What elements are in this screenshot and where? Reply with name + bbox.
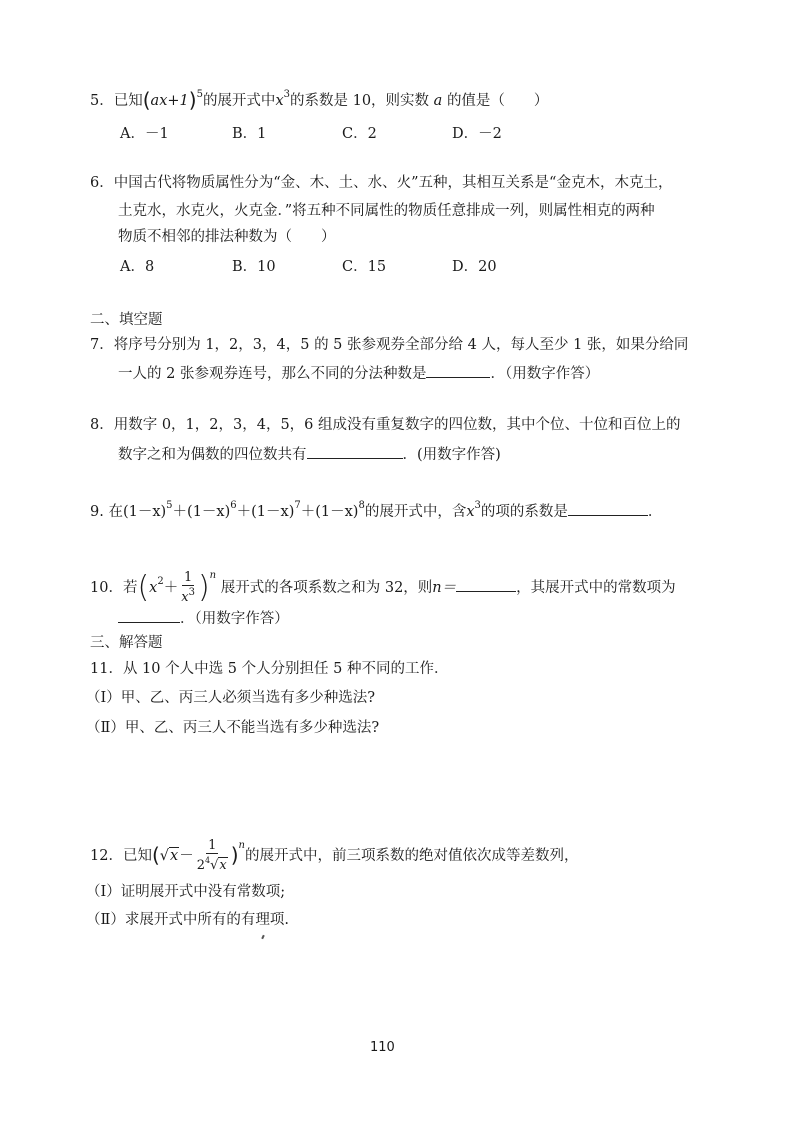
q7-line-1: 7．将序号分别为 1，2，3，4，5 的 5 张参观券全部分给 4 人，每人至少 1 张，如果分给同 xyxy=(90,337,689,353)
q9-text-2: 的项的系数是 xyxy=(480,504,568,520)
q5-number: 5．已知 xyxy=(90,93,143,109)
q8-text: 数字之和为偶数的四位数共有 xyxy=(118,447,307,463)
q10-frac-num: 1 xyxy=(183,570,193,585)
q11-sub-1: （Ⅰ）甲、乙、丙三人必须当选有多少种选法? xyxy=(86,690,375,706)
q10-prefix: 10．若 xyxy=(90,580,138,596)
q5-pow3: 3 xyxy=(283,89,290,100)
q5-option-a: A．－1 xyxy=(120,126,169,142)
q9-pow-4: 8 xyxy=(358,500,365,511)
q9-text-1: 的展开式中，含 xyxy=(364,504,467,520)
q9-pow-2: 6 xyxy=(230,500,237,511)
q6-option-c: C．15 xyxy=(342,259,387,275)
q10-pow2: 2 xyxy=(157,576,164,587)
question-10: 10．若($x^2+$ $\frac{1}{x^3}$ )$^n$ 展开式的各项系数之和为 32，则n＝ ，其展开式中的常数项为 xyxy=(90,570,676,605)
q6-line-2: 土克水，水克火，火克金．”将五种不同属性的物质任意排成一列，则属性相克的两种 xyxy=(118,203,655,219)
q10-frac-den-pow: 3 xyxy=(188,587,195,598)
q6-line-1: 6．中国古代将物质属性分为“金、木、土、水、火”五种，其相互关系是“金克木，木克土， xyxy=(90,175,673,191)
question-5: 5．已知$(ax+1)^5$的展开式中$x^3$的系数是 10，则实数 a 的值是（ ） xyxy=(90,88,549,112)
q8-line-2 xyxy=(118,444,501,464)
q10-n-equals: n＝ xyxy=(432,580,457,596)
q11-line-1: 11．从 10 个人中选 5 个人分别担任 5 种不同的工作． xyxy=(90,661,449,677)
q5-var-a: a xyxy=(433,93,443,109)
section-fill-in-heading: 二、填空题 xyxy=(90,312,163,328)
q8-line-1: 8．用数字 0，1，2，3，4，5，6 组成没有重复数字的四位数，其中个位、十位和百位上的 xyxy=(90,417,681,433)
q5-expression: ax+1 xyxy=(150,93,189,109)
q12-sub-1: （Ⅰ）证明展开式中没有常数项; xyxy=(86,884,286,900)
q10-var-x: x xyxy=(149,580,158,596)
q12-power-n: n xyxy=(238,840,245,851)
q9-end: ． xyxy=(647,504,663,520)
q10-answer-blank-2[interactable] xyxy=(118,608,180,623)
q9-answer-blank[interactable] xyxy=(568,501,648,516)
q10-fraction xyxy=(179,571,197,605)
q10-answer-blank-1[interactable] xyxy=(456,577,516,592)
page-number: 110 xyxy=(370,1040,395,1055)
section-answer-heading: 三、解答题 xyxy=(90,635,163,651)
q5-power: 5 xyxy=(196,89,203,100)
q9-term-1: (1－x) xyxy=(122,504,167,520)
q5-text-1: 的展开式中 xyxy=(202,93,276,109)
q9-pow-3: 7 xyxy=(294,500,301,511)
q10-power-n: n xyxy=(209,570,217,581)
q7-text: 一人的 2 张参观券连号，那么不同的分法种数是 xyxy=(118,366,427,382)
q12-root-index: 4 xyxy=(204,856,211,865)
q6-option-a: A．8 xyxy=(120,259,155,275)
q8-note: ．(用数字作答) xyxy=(402,447,501,463)
q9-pow3: 3 xyxy=(474,500,481,511)
q7-line-2 xyxy=(118,363,599,383)
q12-minus: － xyxy=(179,848,194,864)
q7-answer-blank[interactable] xyxy=(426,363,490,378)
q9-term-4: ＋(1－x) xyxy=(300,504,359,520)
q12-root-x: x xyxy=(219,858,227,873)
q12-sqrt-x: x xyxy=(170,848,179,864)
q12-fraction: $\frac{1}{2^4√x}$ xyxy=(196,838,227,873)
q10-plus: ＋ xyxy=(163,580,179,596)
q6-option-d: D．20 xyxy=(452,259,497,275)
q9-term-2: ＋(1－x) xyxy=(172,504,231,520)
q10-note: ．（用数字作答） xyxy=(180,611,289,627)
q9-term-3: ＋(1－x) xyxy=(236,504,295,520)
stray-mark xyxy=(261,935,265,939)
q12-frac-den: 2 xyxy=(196,858,205,873)
q6-line-3: 物质不相邻的排法种数为（ ） xyxy=(118,229,336,245)
q7-note: ．（用数字作答） xyxy=(490,366,600,382)
q10-text-2: ，其展开式中的常数项为 xyxy=(516,580,676,596)
q8-answer-blank[interactable] xyxy=(307,444,403,459)
q11-sub-2: （Ⅱ）甲、乙、丙三人不能当选有多少种选法? xyxy=(86,720,380,736)
q5-option-d: D．－2 xyxy=(452,126,502,142)
question-12: 12．已知(√x－ $\frac{1}{2^4√x}$ )$^n$的展开式中，前三项系数的绝对值依次成等差数列， xyxy=(90,838,579,873)
q5-text-2: 的系数是 10，则实数 xyxy=(290,93,430,109)
q12-sub-2: （Ⅱ）求展开式中所有的有理项. xyxy=(86,912,289,928)
q9-prefix: 9. 在 xyxy=(90,504,123,520)
q5-var-x: x xyxy=(275,93,284,109)
q5-option-b: B．1 xyxy=(232,126,267,142)
q9-pow-1: 5 xyxy=(166,500,173,511)
q10-text-1: 展开式的各项系数之和为 32，则 xyxy=(220,580,433,596)
q12-prefix: 12．已知 xyxy=(90,848,152,864)
q12-frac-num: 1 xyxy=(208,838,217,853)
q10-line-2 xyxy=(118,608,289,628)
question-9 xyxy=(90,497,662,521)
q12-text: 的展开式中，前三项系数的绝对值依次成等差数列， xyxy=(244,848,579,864)
q5-text-3: 的值是（ ） xyxy=(446,93,549,109)
q5-option-c: C．2 xyxy=(342,126,377,142)
q10-frac-den-x: x xyxy=(181,590,189,605)
q6-option-b: B．10 xyxy=(232,259,276,275)
q9-var-x: x xyxy=(466,504,475,520)
